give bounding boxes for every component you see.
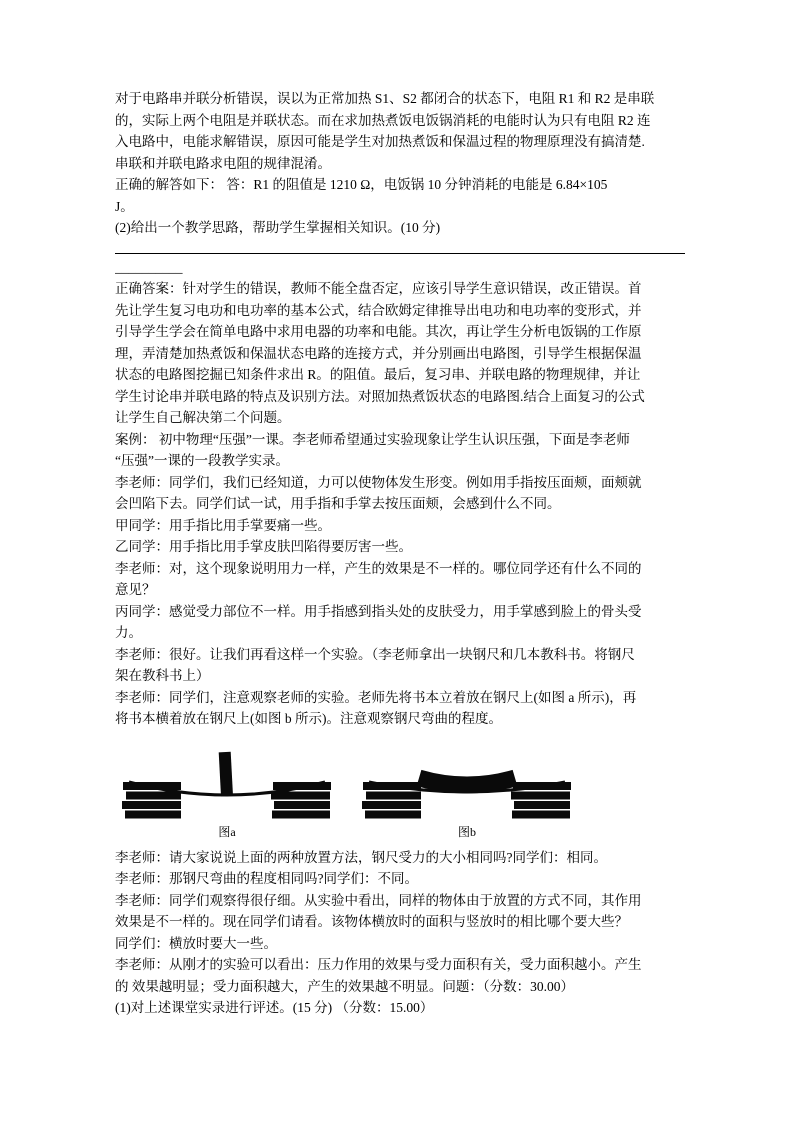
text-line: 力。 — [115, 625, 142, 640]
text-line: 串联和并联电路求电阻的规律混淆。 — [115, 155, 331, 171]
text-line: 同学们：横放时要大一些。 — [115, 935, 277, 951]
text-line: 李老师：对，这个现象说明用力一样，产生的效果是不一样的。哪位同学还有什么不同的 — [115, 560, 642, 576]
text-line: (2)给出一个教学思路，帮助学生掌握相关知识。(10 分) — [115, 220, 441, 235]
text-line: 的，实际上两个电阻是并联状态。而在求加热煮饭电饭锅消耗的电能时认为只有电阻 R2 连 — [115, 112, 651, 128]
text-line: 丙同学：感觉受力部位不一样。用手指感到指头处的皮肤受力，用手掌感到脸上的骨头受 — [115, 603, 642, 619]
text-line: 效果是不一样的。现在同学们请看。该物体横放时的面积与竖放时的相比哪个要大些？ — [115, 914, 628, 929]
figure-b-label: 图b — [457, 824, 476, 839]
answer-and-case-paragraph — [115, 278, 690, 730]
intro-paragraph — [115, 88, 690, 239]
text-line: 正确的解答如下： 答：R1 的阻值是 1210 Ω，电饭锅 10 分钟消耗的电能是 6.84×105 — [115, 177, 608, 192]
text-line: 入电路中，电能求解错误，原因可能是学生对加热煮饭和保温过程的物理原理没有搞清楚. — [115, 134, 645, 149]
text-line: 对于电路串并联分析错误，误以为正常加热 S1、S2 都闭合的状态下，电阻 R1 和 R2 是串联 — [115, 91, 655, 106]
lying-book — [419, 778, 515, 785]
standing-book — [219, 751, 233, 796]
text-line: 将书本横着放在钢尺上(如图 b 所示)。注意观察钢尺弯曲的程度。 — [115, 711, 502, 726]
short-underscore-line: __________ — [115, 259, 183, 275]
text-line: 会凹陷下去。同学们试一试，用手指和手掌去按压面颊，会感到什么不同。 — [115, 496, 561, 511]
figure-b — [361, 746, 573, 839]
horizontal-divider — [115, 253, 685, 254]
text-line: 李老师：同学们，我们已经知道，力可以使物体发生形变。例如用手指按压面颊，面颊就 — [115, 474, 642, 490]
document-content — [115, 88, 690, 1019]
text-line: 李老师：从刚才的实验可以看出：压力作用的效果与受力面积有关，受力面积越小。产生 — [115, 957, 642, 972]
text-line: 先让学生复习电功和电功率的基本公式，结合欧姆定律推导出电功和电功率的变形式，并 — [115, 302, 642, 318]
text-line: 李老师：那钢尺弯曲的程度相同吗?同学们：不同。 — [115, 871, 418, 886]
text-line: 乙同学：用手指比用手掌皮肤凹陷得要厉害一些。 — [115, 539, 412, 554]
text-line: 李老师：同学们观察得很仔细。从实验中看出，同样的物体由于放置的方式不同，其作用 — [115, 892, 642, 908]
text-line: 李老师：很好。让我们再看这样一个实验。（李老师拿出一块钢尺和几本教科书。将钢尺 — [115, 646, 635, 662]
text-line: 李老师：请大家说说上面的两种放置方法，钢尺受力的大小相同吗?同学们：相同。 — [115, 849, 607, 865]
figure-a — [121, 746, 333, 839]
text-line: 案例： 初中物理“压强”一课。李老师希望通过实验现象让学生认识压强，下面是李老师 — [115, 431, 630, 447]
text-line: 李老师：同学们，注意观察老师的实验。老师先将书本立着放在钢尺上(如图 a 所示)，再 — [115, 689, 637, 705]
closing-paragraph — [115, 847, 690, 1019]
text-line: “压强”一课的一段教学实录。 — [115, 453, 289, 468]
figure-a-illustration — [121, 746, 333, 824]
text-line: 学生讨论串并联电路的特点及识别方法。对照加热煮饭状态的电路图.结合上面复习的公式 — [115, 388, 645, 404]
text-line: 意见？ — [115, 582, 156, 597]
text-line: 架在教科书上） — [115, 668, 210, 683]
text-line: 甲同学：用手指比用手掌要痛一些。 — [115, 517, 331, 533]
text-line: (1)对上述课堂实录进行评述。(15 分) （分数：15.00） — [115, 1000, 434, 1015]
text-line: 让学生自己解决第二个问题。 — [115, 410, 291, 425]
experiment-figure — [121, 746, 690, 839]
text-line: 正确答案：针对学生的错误，教师不能全盘否定，应该引导学生意识错误，改正错误。首 — [115, 281, 642, 296]
text-line: 引导学生学会在简单电路中求用电器的功率和电能。其次，再让学生分析电饭锅的工作原 — [115, 324, 642, 339]
figure-a-label: 图a — [218, 824, 236, 839]
text-line: 的 效果越明显；受力面积越大，产生的效果越不明显。问题：（分数：30.00） — [115, 978, 574, 994]
text-line: 状态的电路图挖掘已知条件求出 R。的阻值。最后，复习串、并联电路的物理规律，并让 — [115, 367, 641, 382]
text-line: J。 — [115, 198, 134, 214]
text-line: 理，弄清楚加热煮饭和保温状态电路的连接方式，并分别画出电路图，引导学生根据保温 — [115, 345, 642, 361]
figure-b-illustration — [361, 746, 573, 824]
